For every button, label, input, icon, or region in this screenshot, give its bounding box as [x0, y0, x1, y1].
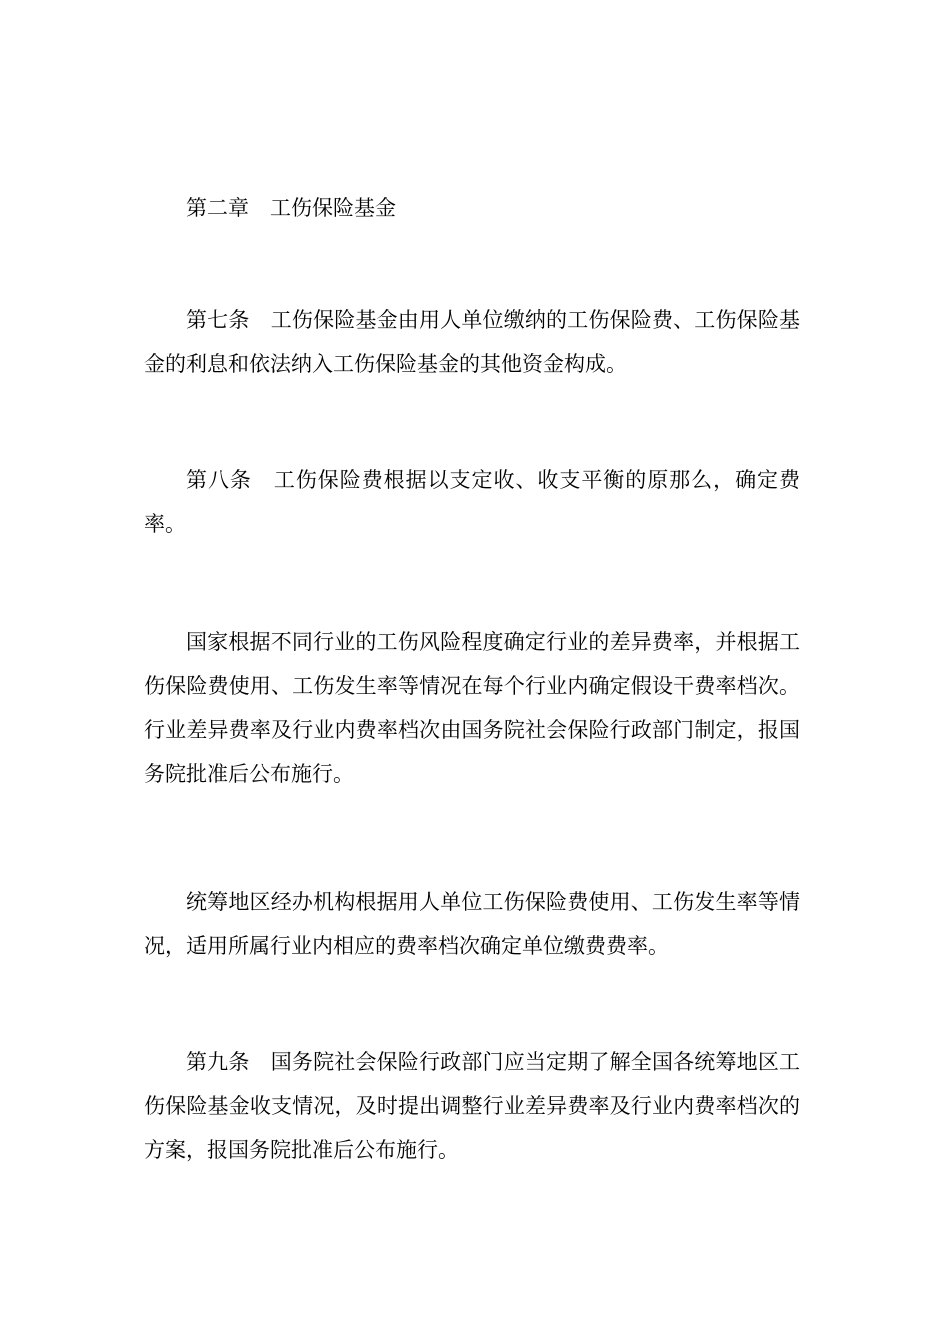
chapter-number: 第二章	[186, 196, 249, 220]
article-7-label: 第七条	[186, 308, 250, 332]
article-8-clause-3-paragraph	[144, 880, 800, 968]
article-8-clause-2-text: 国家根据不同行业的工伤风险程度确定行业的差异费率，并根据工伤保险费使用、工伤发生率等情况在每个行业内确定假设干费率档次。行业差异费率及行业内费率档次由国务院社会保险行政部门制定，报国务院批准后公布施行。	[144, 630, 800, 786]
article-8-text: 工伤保险费根据以支定收、收支平衡的原那么，确定费率。	[144, 468, 800, 536]
article-9-label: 第九条	[186, 1050, 250, 1074]
chapter-heading-paragraph	[144, 186, 800, 230]
article-7-paragraph	[144, 298, 800, 386]
chapter-title: 工伤保险基金	[270, 196, 396, 220]
article-9-paragraph	[144, 1040, 800, 1172]
article-8-clause-3-text: 统筹地区经办机构根据用人单位工伤保险费使用、工伤发生率等情况，适用所属行业内相应的费率档次确定单位缴费费率。	[144, 890, 800, 958]
article-8-clause-2-paragraph	[144, 620, 800, 796]
article-7-text: 工伤保险基金由用人单位缴纳的工伤保险费、工伤保险基金的利息和依法纳入工伤保险基金的其他资金构成。	[144, 308, 801, 376]
article-8-paragraph	[144, 458, 800, 546]
article-8-label: 第八条	[186, 468, 252, 492]
article-9-text: 国务院社会保险行政部门应当定期了解全国各统筹地区工伤保险基金收支情况，及时提出调整行业差异费率及行业内费率档次的方案，报国务院批准后公布施行。	[144, 1050, 801, 1162]
